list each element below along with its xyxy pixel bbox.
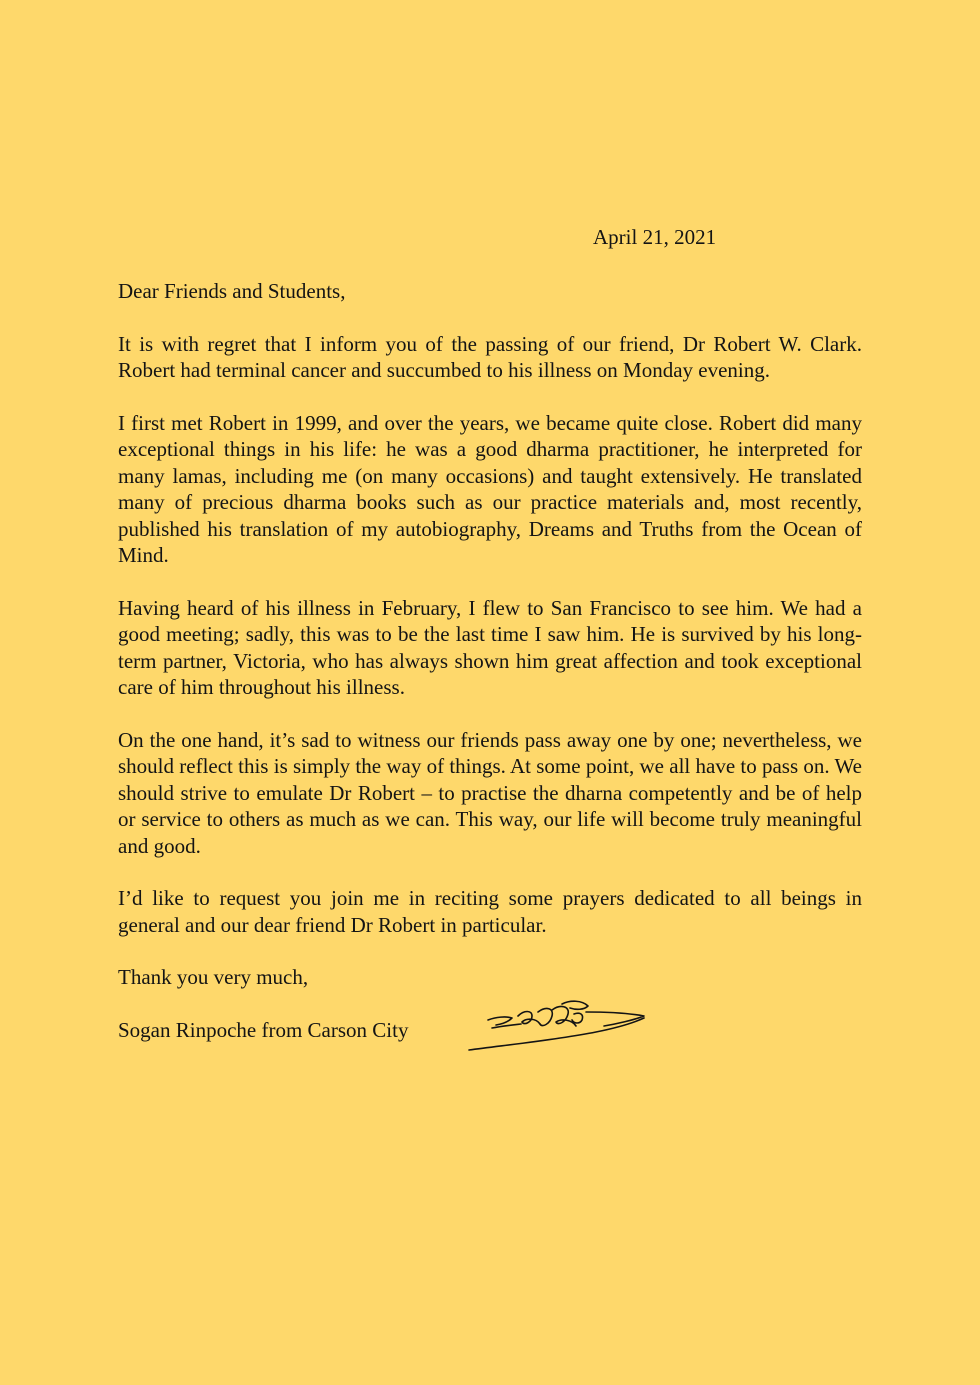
paragraph-reflection: On the one hand, it’s sad to witness our friends pass away one by one; nevertheless, we should reflect this is simply the way of things. At some point, we all have to pass on. We should strive to emulate Dr Robert – to practise the dharna competently and be of help or service to others as much as we can. This way, our life will become truly meaningful and good. (118, 727, 862, 858)
paragraph-passing-notice: It is with regret that I inform you of the passing of our friend, Dr Robert W. Clark. Robert had terminal cancer and succumbed to his illness on Monday evening. (118, 331, 862, 382)
letter-body (118, 278, 862, 1043)
closing-line: Thank you very much, (118, 965, 309, 989)
signoff-line: Sogan Rinpoche from Carson City (118, 1017, 409, 1042)
salutation: Dear Friends and Students, (118, 279, 346, 303)
paragraph-last-visit: Having heard of his illness in February, I flew to San Francisco to see him. We had a good meeting; sadly, this was to be the last time I saw him. He is survived by his long-term partner, Victoria, who has always shown him great affection and took exceptional care of him throughout his illness. (118, 595, 862, 699)
paragraph-first-meeting: I first met Robert in 1999, and over the years, we became quite close. Robert did many exceptional things in his life: he was a good dharma practitioner, he interpreted for many lamas, including me (on many occasions) and taught extensively. He translated many of precious dharma books such as our practice materials and, most recently, published his translation of my autobiography, Dreams and Truths from the Ocean of Mind. (118, 410, 862, 567)
signature-icon (466, 998, 650, 1056)
paragraph-prayer-request: I’d like to request you join me in reciting some prayers dedicated to all beings in general and our dear friend Dr Robert in particular. (118, 886, 862, 937)
letter-date: April 21, 2021 (593, 225, 717, 249)
